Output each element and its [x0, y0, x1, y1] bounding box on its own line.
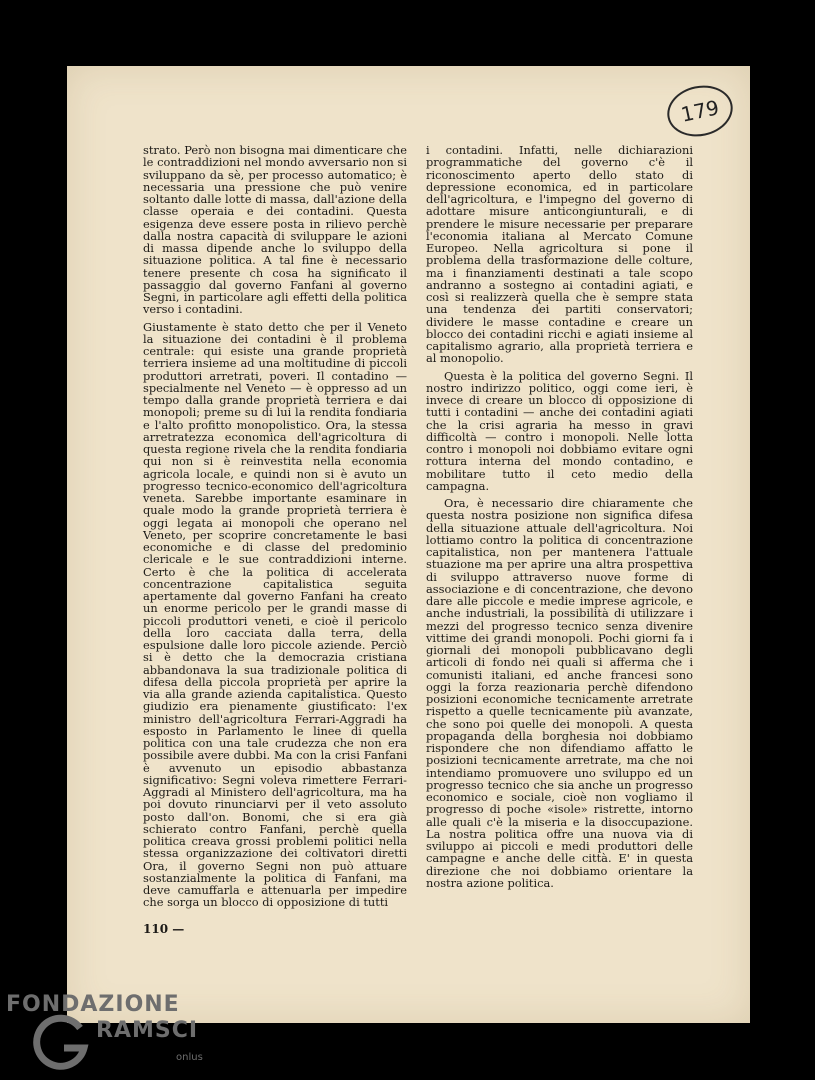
archive-stamp: 179 — [663, 80, 738, 143]
page-number: 110 — — [143, 922, 185, 936]
paragraph: i contadini. Infatti, nelle dichiarazioni programmatiche del governo c'è il riconoscimento aperto dello stato di depressione economica, ed in particolare dell'agricoltura, e l'impegno del governo di adottare misure anticongiunturali, e di prendere le misure necessarie per preparare l'economia italiana al Mercato Comune Europeo. Nella agricoltura si pone il problema della trasformazione delle colture, ma i finanziamenti destinati a tale scopo andranno a sostegno ai contadini agiati, e così si realizzerà quella che è sempre stata una tendenza dei partiti conservatori; dividere le masse contadine e creare un blocco dei contadini ricchi e agiati insieme al capitalismo agrario, alla proprietà terriera e al monopolio. — [426, 143, 693, 366]
watermark-line1: FONDAZIONE — [6, 992, 180, 1017]
paragraph: strato. Però non bisogna mai dimenticare che le contraddizioni nel mondo avversario non si sviluppano da sè, per processo automatico; è necessaria una pressione che può venire soltanto dalle lotte di massa, dall'azione della classe operaia e dei contadini. Questa esigenza deve essere posta in rilievo perchè dalla nostra capacità di sviluppare le azioni di massa dipende anche lo sviluppo della situazione politica. A tal fine è necessario tenere presente ch cosa ha significato il passaggio dal governo Fanfani al governo Segni, in particolare agli effetti della politica verso i contadini. — [143, 143, 407, 317]
fondazione-gramsci-watermark — [0, 990, 230, 1080]
watermark-line2: RAMSCI — [96, 1018, 199, 1043]
paragraph: Ora, è necessario dire chiaramente che questa nostra posizione non significa difesa della situazione attuale dell'agricoltura. Noi lottiamo contro la politica di concentrazione capitalistica, non per mantenera l'attuale stuazione ma per aprire una altra prospettiva di sviluppo attraverso nuove forme di associazione e di concentrazione, che devono dare alle piccole e medie imprese agricole, e anche industriali, la possibilità di utilizzare i mezzi del progresso tecnico senza divenire vittime dei grandi monopoli. Pochi giorni fa i giornali dei monopoli pubblicavano degli articoli di fondo nei quali si afferma che i comunisti italiani, ed anche francesi sono oggi la forza reazionaria perchè difendono posizioni economiche tecnicamente arretrate rispetto a quelle tecnicamente più avanzate, che sono poi quelle dei monopoli. A questa propaganda della borghesia noi dobbiamo rispondere che non difendiamo affatto le posizioni tecnicamente arretrate, ma che noi intendiamo promuovere uno sviluppo ed un progresso tecnico che sia anche un progresso economico e sociale, cioè non vogliamo il progresso di poche «isole» ristrette, intorno alle quali c'è la miseria e la disoccupazione. La nostra politica offre una nuova via di sviluppo ai piccoli e medi produttori delle campagne e anche delle città. E' in questa direzione che noi dobbiamo orientare la nostra azione politica. — [426, 496, 693, 890]
paragraph: Giustamente è stato detto che per il Veneto la situazione dei contadini è il problema centrale: qui esiste una grande proprietà terriera insieme ad una moltitudine di piccoli produttori arretrati, poveri. Il contadino — specialmente nel Veneto — è oppresso ad un tempo dalla grande proprietà terriera e dai monopoli; preme su di lui la rendita fondiaria e l'alto profitto monopolistico. Ora, la stessa arretratezza economica dell'agricoltura di questa regione rivela che la rendita fondiaria qui non si è reinvestita nella economia agricola locale, e quindi non si è avuto un progresso tecnico-economico dell'agricoltura veneta. Sarebbe importante esaminare in quale modo la grande proprietà terriera è oggi legata ai monopoli che operano nel Veneto, per scoprire concretamente le basi economiche e di classe del predominio clericale e le sue contraddizioni interne. Certo è che la politica di accelerata concentrazione capitalistica seguita apertamente dal governo Fanfani ha creato un enorme pericolo per le grandi masse di piccoli produttori veneti, e cioè il pericolo della loro cacciata dalla terra, della espulsione dalle loro piccole aziende. Perciò si è detto che la democrazia cristiana abbandonava la sua tradizionale politica di difesa della piccola proprietà per aprire la via alla grande azienda capitalistica. Questo giudizio era pienamente giustificato: l'ex ministro dell'agricoltura Ferrari-Aggradi ha esposto in Parlamento le linee di quella politica con una tale crudezza che non era possibile avere dubbi. Ma con la crisi Fanfani è avvenuto un episodio abbastanza significativo: Segni voleva rimettere Ferrari-Aggradi al Ministero dell'agricoltura, ma ha poi dovuto rinunciarvi per il veto assoluto posto dall'on. Bonomi, che si era già schierato contro Fanfani, perchè quella politica creava grossi problemi politici nella stessa organizzazione dei coltivatori diretti Ora, il governo Segni non può attuare sostanzialmente la politica di Fanfani, ma deve camuffarla e attenuarla per impedire che sorga un blocco di opposizione di tutti — [143, 319, 407, 910]
left-text-column — [143, 144, 407, 914]
gramsci-g-logo-icon — [32, 1014, 92, 1074]
watermark-onlus: onlus — [176, 1052, 203, 1063]
paragraph: Questa è la politica del governo Segni. Il nostro indirizzo politico, oggi come ieri, è invece di creare un blocco di opposizione di tutti i contadini — anche dei contadini agiati che la crisi agraria ha messo in gravi difficoltà — contro i monopoli. Nelle lotta contro i monopoli noi dobbiamo evitare ogni rottura interna del mondo contadino, e mobilitare tutto il ceto medio della campagna. — [426, 368, 693, 493]
right-text-column — [426, 144, 693, 894]
document-page — [67, 66, 750, 1023]
